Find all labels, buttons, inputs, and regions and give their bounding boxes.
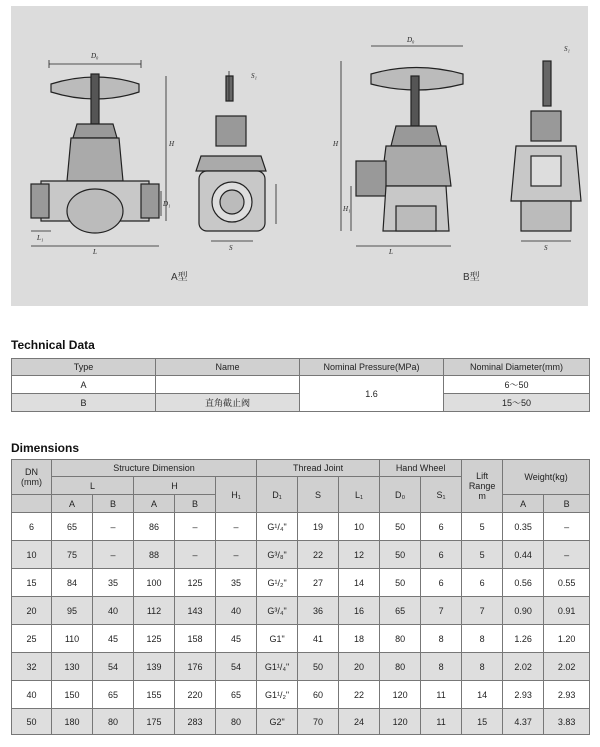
cell-lb: 35 xyxy=(93,569,134,597)
cell-s1: 6 xyxy=(421,569,462,597)
cell-ha: 100 xyxy=(134,569,175,597)
cell-wb: – xyxy=(544,513,590,541)
cell-wa: 0.56 xyxy=(503,569,544,597)
cell-diameter: 15～50 xyxy=(444,394,590,412)
valve-drawings xyxy=(11,6,588,306)
label-s-b: S xyxy=(544,244,548,252)
cell-s1: 8 xyxy=(421,653,462,681)
technical-data-table xyxy=(11,358,590,412)
cell-wb: 0.55 xyxy=(544,569,590,597)
cell-dn: 6 xyxy=(12,513,52,541)
header-l: L xyxy=(52,477,134,495)
cell-type: A xyxy=(12,376,156,394)
cell-wa: 2.93 xyxy=(503,681,544,709)
cell-wb: 1.20 xyxy=(544,625,590,653)
cell-diameter: 6～50 xyxy=(444,376,590,394)
cell-d0: 50 xyxy=(380,569,421,597)
cell-d0: 50 xyxy=(380,513,421,541)
cell-dn: 10 xyxy=(12,541,52,569)
cell-hb: 283 xyxy=(175,709,216,735)
header-lift-range: Lift Range m xyxy=(462,460,503,513)
cell-h1: – xyxy=(216,513,257,541)
label-l-a: L xyxy=(93,248,97,256)
cell-d0: 120 xyxy=(380,709,421,735)
cell-la: 180 xyxy=(52,709,93,735)
cell-name: 直角截止阀 xyxy=(156,394,300,412)
cell-wb: 3.83 xyxy=(544,709,590,735)
label-l1-a: L₁ xyxy=(37,234,44,242)
cell-ha: 112 xyxy=(134,597,175,625)
dimensions-table xyxy=(11,459,590,735)
cell-lift: 7 xyxy=(462,597,503,625)
cell-dn: 40 xyxy=(12,681,52,709)
label-d1-a: D₁ xyxy=(163,200,171,208)
cell-hb: 125 xyxy=(175,569,216,597)
valve-a-side-view xyxy=(196,71,276,241)
cell-lb: – xyxy=(93,513,134,541)
cell-d0: 80 xyxy=(380,625,421,653)
technical-data-title: Technical Data xyxy=(11,338,95,352)
cell-ha: 88 xyxy=(134,541,175,569)
header-l-a: A xyxy=(52,495,93,513)
header-h-a: A xyxy=(134,495,175,513)
cell-s: 41 xyxy=(298,625,339,653)
label-s1-b: S₁ xyxy=(564,45,570,53)
cell-s1: 6 xyxy=(421,513,462,541)
table-row xyxy=(12,709,590,735)
cell-s1: 8 xyxy=(421,625,462,653)
cell-l1: 12 xyxy=(339,541,380,569)
cell-h1: 45 xyxy=(216,625,257,653)
cell-lb: 65 xyxy=(93,681,134,709)
header-dn: DN (mm) xyxy=(12,460,52,495)
cell-h1: 54 xyxy=(216,653,257,681)
cell-pressure: 1.6 xyxy=(300,376,444,412)
cell-wb: 0.91 xyxy=(544,597,590,625)
cell-lb: 54 xyxy=(93,653,134,681)
label-h-a: H xyxy=(169,140,175,148)
header-weight: Weight(kg) xyxy=(503,460,590,495)
table-row xyxy=(12,541,590,569)
label-l-b: L xyxy=(389,248,393,256)
cell-d0: 80 xyxy=(380,653,421,681)
valve-b-side-view xyxy=(511,61,581,241)
header-h-b: B xyxy=(175,495,216,513)
valve-b-front-view xyxy=(341,46,463,246)
cell-d1: G1¹/₄" xyxy=(257,653,298,681)
label-s-a: S xyxy=(229,244,233,252)
header-weight-b: B xyxy=(544,495,590,513)
cell-lift: 15 xyxy=(462,709,503,735)
cell-l1: 10 xyxy=(339,513,380,541)
table-row xyxy=(12,597,590,625)
cell-ha: 86 xyxy=(134,513,175,541)
cell-s1: 7 xyxy=(421,597,462,625)
cell-ha: 175 xyxy=(134,709,175,735)
header-d1: D₁ xyxy=(257,477,298,513)
header-l1: L₁ xyxy=(339,477,380,513)
cell-h1: 40 xyxy=(216,597,257,625)
cell-lift: 5 xyxy=(462,513,503,541)
cell-d0: 120 xyxy=(380,681,421,709)
cell-dn: 15 xyxy=(12,569,52,597)
cell-ha: 139 xyxy=(134,653,175,681)
cell-d1: G1" xyxy=(257,625,298,653)
cell-l1: 16 xyxy=(339,597,380,625)
cell-s: 60 xyxy=(298,681,339,709)
cell-h1: 35 xyxy=(216,569,257,597)
cell-wb: – xyxy=(544,541,590,569)
cell-s: 70 xyxy=(298,709,339,735)
label-h1-b: H₁ xyxy=(343,205,351,213)
cell-d1: G2" xyxy=(257,709,298,735)
cell-d0: 65 xyxy=(380,597,421,625)
cell-s1: 11 xyxy=(421,709,462,735)
cell-wa: 0.44 xyxy=(503,541,544,569)
cell-lift: 5 xyxy=(462,541,503,569)
cell-l1: 20 xyxy=(339,653,380,681)
cell-d1: G³/₄" xyxy=(257,597,298,625)
label-d0-b: D₀ xyxy=(407,36,415,44)
header-l-b: B xyxy=(93,495,134,513)
header-structure-dimension: Structure Dimension xyxy=(52,460,257,477)
cell-hb: – xyxy=(175,541,216,569)
label-d0-a: D₀ xyxy=(91,52,99,60)
cell-l1: 18 xyxy=(339,625,380,653)
cell-ha: 125 xyxy=(134,625,175,653)
table-row xyxy=(12,376,590,394)
cell-lift: 8 xyxy=(462,653,503,681)
table-row xyxy=(12,569,590,597)
cell-wa: 2.02 xyxy=(503,653,544,681)
header-nominal-pressure: Nominal Pressure(MPa) xyxy=(300,359,444,376)
header-h1: H₁ xyxy=(216,477,257,513)
cell-wb: 2.93 xyxy=(544,681,590,709)
cell-hb: 143 xyxy=(175,597,216,625)
label-h-b: H xyxy=(333,140,339,148)
cell-name xyxy=(156,376,300,394)
header-s: S xyxy=(298,477,339,513)
cell-d0: 50 xyxy=(380,541,421,569)
cell-ha: 155 xyxy=(134,681,175,709)
cell-dn: 50 xyxy=(12,709,52,735)
header-name: Name xyxy=(156,359,300,376)
cell-lb: 80 xyxy=(93,709,134,735)
cell-hb: – xyxy=(175,513,216,541)
cell-wa: 1.26 xyxy=(503,625,544,653)
cell-l1: 24 xyxy=(339,709,380,735)
cell-wb: 2.02 xyxy=(544,653,590,681)
cell-la: 95 xyxy=(52,597,93,625)
cell-lb: 40 xyxy=(93,597,134,625)
cell-la: 75 xyxy=(52,541,93,569)
cell-s: 19 xyxy=(298,513,339,541)
cell-lb: – xyxy=(93,541,134,569)
header-hand-wheel: Hand Wheel xyxy=(380,460,462,477)
cell-wa: 4.37 xyxy=(503,709,544,735)
cell-s: 50 xyxy=(298,653,339,681)
cell-lift: 8 xyxy=(462,625,503,653)
cell-h1: – xyxy=(216,541,257,569)
header-d0: D₀ xyxy=(380,477,421,513)
cell-d1: G1¹/₂" xyxy=(257,681,298,709)
cell-lift: 14 xyxy=(462,681,503,709)
cell-d1: G¹/₂" xyxy=(257,569,298,597)
cell-wa: 0.90 xyxy=(503,597,544,625)
table-row xyxy=(12,513,590,541)
cell-wa: 0.35 xyxy=(503,513,544,541)
header-s1: S₁ xyxy=(421,477,462,513)
cell-lift: 6 xyxy=(462,569,503,597)
technical-drawing-panel xyxy=(11,6,588,306)
cell-dn: 25 xyxy=(12,625,52,653)
caption-type-b: B型 xyxy=(463,272,480,283)
cell-hb: 158 xyxy=(175,625,216,653)
label-s1-a: S₁ xyxy=(251,72,257,80)
cell-dn: 20 xyxy=(12,597,52,625)
cell-type: B xyxy=(12,394,156,412)
cell-s: 36 xyxy=(298,597,339,625)
cell-l1: 14 xyxy=(339,569,380,597)
valve-a-front-view xyxy=(31,60,166,246)
cell-s: 22 xyxy=(298,541,339,569)
cell-hb: 176 xyxy=(175,653,216,681)
cell-la: 110 xyxy=(52,625,93,653)
cell-hb: 220 xyxy=(175,681,216,709)
header-type: Type xyxy=(12,359,156,376)
header-thread-joint: Thread Joint xyxy=(257,460,380,477)
cell-h1: 80 xyxy=(216,709,257,735)
cell-d1: G³/₈" xyxy=(257,541,298,569)
header-dn-empty xyxy=(12,495,52,513)
header-h: H xyxy=(134,477,216,495)
caption-type-a: A型 xyxy=(171,272,188,283)
cell-lb: 45 xyxy=(93,625,134,653)
cell-la: 130 xyxy=(52,653,93,681)
cell-dn: 32 xyxy=(12,653,52,681)
cell-h1: 65 xyxy=(216,681,257,709)
dimensions-title: Dimensions xyxy=(11,441,80,455)
table-row xyxy=(12,625,590,653)
cell-la: 65 xyxy=(52,513,93,541)
cell-s1: 6 xyxy=(421,541,462,569)
table-row xyxy=(12,681,590,709)
cell-l1: 22 xyxy=(339,681,380,709)
cell-la: 150 xyxy=(52,681,93,709)
table-row xyxy=(12,653,590,681)
cell-la: 84 xyxy=(52,569,93,597)
header-weight-a: A xyxy=(503,495,544,513)
cell-s1: 11 xyxy=(421,681,462,709)
header-nominal-diameter: Nominal Diameter(mm) xyxy=(444,359,590,376)
cell-s: 27 xyxy=(298,569,339,597)
dimensions-body xyxy=(12,513,590,735)
cell-d1: G¹/₄" xyxy=(257,513,298,541)
